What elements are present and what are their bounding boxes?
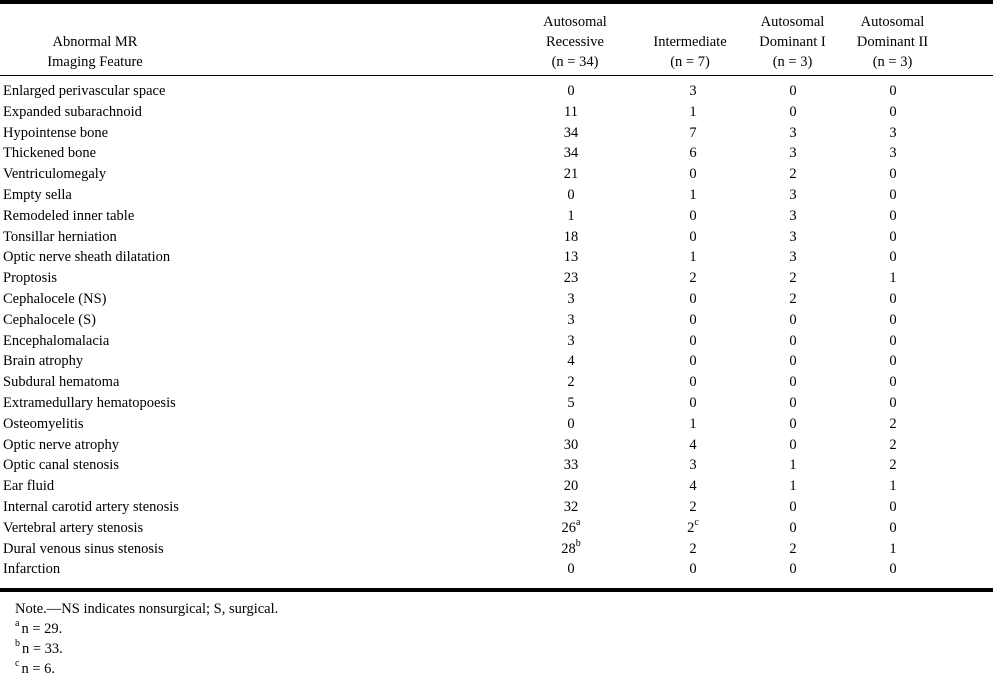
- header-ar-line-2: Recessive: [546, 34, 604, 50]
- cell-autosomal-recessive-value: 5: [567, 394, 575, 411]
- cell-autosomal-dominant-2-value: 0: [889, 290, 897, 307]
- cell-autosomal-dominant-2-value: 0: [889, 519, 897, 536]
- cell-autosomal-dominant-1: [778, 247, 808, 268]
- table-row: [0, 435, 993, 456]
- cell-intermediate-value: 2: [689, 270, 697, 287]
- row-feature: Tonsillar herniation: [3, 228, 117, 245]
- table-notes: [15, 599, 278, 679]
- row-feature: Empty sella: [3, 186, 72, 203]
- cell-intermediate: [678, 143, 708, 164]
- cell-autosomal-recessive-value: 23: [563, 270, 579, 287]
- cell-autosomal-dominant-1: [778, 393, 808, 414]
- cell-autosomal-dominant-1: [778, 143, 808, 164]
- cell-intermediate: [678, 455, 708, 476]
- row-feature: Encephalomalacia: [3, 332, 110, 349]
- cell-autosomal-dominant-1-value: 0: [789, 374, 797, 391]
- cell-autosomal-recessive: [556, 351, 586, 372]
- cell-autosomal-dominant-1-value: 0: [789, 415, 797, 432]
- cell-autosomal-recessive-value: 4: [567, 353, 575, 370]
- header-autosomal-dominant-2: [845, 12, 940, 72]
- table-row: [0, 414, 993, 435]
- cell-autosomal-dominant-1-value: 0: [789, 394, 797, 411]
- cell-autosomal-dominant-1: [778, 539, 808, 560]
- header-int-line-1: Intermediate: [653, 34, 727, 50]
- cell-autosomal-recessive: [556, 206, 586, 227]
- row-feature: Optic canal stenosis: [3, 457, 119, 474]
- row-feature: Vertebral artery stenosis: [3, 519, 144, 536]
- table-row: [0, 497, 993, 518]
- cell-autosomal-recessive-value: 20: [563, 478, 579, 495]
- cell-autosomal-dominant-1-value: 1: [789, 457, 797, 474]
- cell-autosomal-dominant-1: [778, 123, 808, 144]
- cell-autosomal-recessive-value: 1: [567, 207, 575, 224]
- footnote-b-text: n = 33.: [22, 641, 63, 657]
- row-feature: Osteomyelitis: [3, 415, 84, 432]
- cell-autosomal-recessive: [556, 310, 586, 331]
- cell-autosomal-dominant-1: [778, 331, 808, 352]
- cell-autosomal-dominant-2-value: 0: [889, 353, 897, 370]
- cell-intermediate-value: 0: [689, 166, 697, 183]
- cell-autosomal-dominant-1: [778, 310, 808, 331]
- table-row: [0, 206, 993, 227]
- table-header: [0, 12, 993, 72]
- table-row: [0, 559, 993, 580]
- cell-intermediate: [678, 372, 708, 393]
- cell-autosomal-dominant-2: [878, 268, 908, 289]
- cell-autosomal-dominant-1: [778, 185, 808, 206]
- cell-intermediate-value: 3: [689, 83, 697, 99]
- row-feature: Enlarged perivascular space: [3, 83, 166, 99]
- header-ad1-line-2: Dominant I: [759, 34, 826, 50]
- cell-autosomal-dominant-2: [878, 164, 908, 185]
- cell-autosomal-dominant-2-value: 0: [889, 166, 897, 183]
- cell-intermediate-value: 2: [689, 498, 697, 515]
- cell-autosomal-recessive-value: 3: [567, 332, 575, 349]
- cell-intermediate-value: 0: [689, 561, 697, 578]
- cell-autosomal-recessive: [556, 539, 586, 560]
- cell-intermediate: [678, 559, 708, 580]
- cell-intermediate: [678, 289, 708, 310]
- cell-autosomal-recessive-value: 13: [563, 249, 579, 266]
- cell-autosomal-dominant-1-value: 2: [789, 166, 797, 183]
- table-row: [0, 455, 993, 476]
- cell-intermediate: [678, 102, 708, 123]
- table-row: [0, 310, 993, 331]
- cell-autosomal-dominant-2: [878, 393, 908, 414]
- header-ad2-line-3: (n = 3): [872, 54, 913, 70]
- cell-autosomal-recessive-value: 3: [567, 311, 575, 328]
- cell-autosomal-dominant-2-value: 0: [889, 561, 897, 578]
- table-header-rule: [0, 75, 993, 76]
- cell-autosomal-dominant-2: [878, 143, 908, 164]
- cell-autosomal-dominant-2-value: 0: [889, 394, 897, 411]
- table-row: [0, 268, 993, 289]
- header-ad2-line-2: Dominant II: [856, 34, 929, 50]
- cell-intermediate: [678, 351, 708, 372]
- cell-autosomal-dominant-2-value: 0: [889, 83, 897, 99]
- cell-intermediate: [678, 310, 708, 331]
- cell-autosomal-recessive: [556, 476, 586, 497]
- cell-autosomal-recessive: [556, 435, 586, 456]
- cell-autosomal-dominant-2-value: 2: [889, 436, 897, 453]
- note-main: Note.—NS indicates nonsurgical; S, surgical.: [15, 601, 279, 617]
- table-row: [0, 372, 993, 393]
- cell-autosomal-dominant-1-value: 2: [789, 270, 797, 287]
- cell-intermediate-value: 0: [689, 290, 697, 307]
- cell-autosomal-dominant-2: [878, 518, 908, 539]
- cell-autosomal-dominant-2-value: 0: [889, 249, 897, 266]
- cell-autosomal-dominant-2: [878, 331, 908, 352]
- cell-autosomal-dominant-2-value: 1: [889, 270, 897, 287]
- cell-autosomal-dominant-1: [778, 227, 808, 248]
- cell-autosomal-recessive-footnote-mark: a: [576, 516, 581, 528]
- cell-autosomal-dominant-1: [778, 102, 808, 123]
- cell-intermediate-footnote-mark: c: [694, 516, 699, 528]
- cell-autosomal-dominant-2-value: 0: [889, 374, 897, 391]
- table-row: [0, 123, 993, 144]
- table-row: [0, 393, 993, 414]
- cell-intermediate: [678, 435, 708, 456]
- row-feature: Infarction: [3, 561, 61, 578]
- cell-intermediate-value: 4: [689, 478, 697, 495]
- cell-autosomal-dominant-2: [878, 414, 908, 435]
- cell-autosomal-dominant-2-value: 0: [889, 332, 897, 349]
- cell-intermediate: [678, 539, 708, 560]
- cell-autosomal-dominant-1-value: 0: [789, 498, 797, 515]
- cell-autosomal-recessive: [556, 289, 586, 310]
- cell-autosomal-dominant-1: [778, 81, 808, 102]
- cell-intermediate-value: 1: [689, 186, 697, 203]
- cell-intermediate: [678, 268, 708, 289]
- header-autosomal-recessive: [520, 12, 630, 72]
- header-int-line-2: (n = 7): [670, 54, 710, 70]
- cell-autosomal-dominant-2: [878, 351, 908, 372]
- cell-intermediate: [678, 185, 708, 206]
- cell-autosomal-dominant-2: [878, 123, 908, 144]
- header-feature-line-2: Imaging Feature: [47, 54, 143, 70]
- cell-autosomal-recessive: [556, 164, 586, 185]
- header-ad2-line-1: Autosomal: [860, 14, 925, 30]
- cell-autosomal-recessive: [556, 559, 586, 580]
- cell-autosomal-recessive: [556, 123, 586, 144]
- header-ad1-line-1: Autosomal: [760, 14, 825, 30]
- table-row: [0, 518, 993, 539]
- row-feature: Expanded subarachnoid: [3, 103, 142, 120]
- cell-autosomal-recessive-value: 30: [563, 436, 579, 453]
- cell-autosomal-recessive-value: 0: [567, 186, 575, 203]
- cell-intermediate-value: 0: [689, 311, 697, 328]
- cell-autosomal-recessive: [556, 268, 586, 289]
- cell-autosomal-dominant-2-value: 3: [889, 145, 897, 162]
- header-ad1-line-3: (n = 3): [772, 54, 813, 70]
- cell-autosomal-dominant-2: [878, 227, 908, 248]
- cell-autosomal-dominant-2: [878, 372, 908, 393]
- table-row: [0, 102, 993, 123]
- table-row: [0, 476, 993, 497]
- cell-autosomal-dominant-1-value: 3: [789, 145, 797, 162]
- row-feature: Thickened bone: [3, 145, 97, 162]
- cell-autosomal-recessive-value: 28: [561, 540, 576, 557]
- cell-autosomal-dominant-1: [778, 559, 808, 580]
- cell-autosomal-recessive: [556, 143, 586, 164]
- row-feature: Optic nerve atrophy: [3, 436, 119, 453]
- cell-intermediate-value: 6: [689, 145, 697, 162]
- cell-autosomal-dominant-2-value: 0: [889, 207, 897, 224]
- cell-autosomal-dominant-1: [778, 518, 808, 539]
- cell-autosomal-dominant-1-value: 2: [789, 540, 797, 557]
- cell-autosomal-dominant-1-value: 0: [789, 103, 797, 120]
- cell-autosomal-recessive-value: 0: [567, 415, 575, 432]
- cell-intermediate: [678, 331, 708, 352]
- row-feature: Proptosis: [3, 270, 57, 287]
- cell-autosomal-dominant-2: [878, 206, 908, 227]
- header-autosomal-dominant-1: [745, 12, 840, 72]
- row-feature: Subdural hematoma: [3, 374, 120, 391]
- cell-intermediate: [678, 227, 708, 248]
- cell-intermediate-value: 7: [689, 124, 697, 141]
- table-row: [0, 351, 993, 372]
- cell-autosomal-dominant-1: [778, 351, 808, 372]
- row-feature: Ventriculomegaly: [3, 166, 107, 183]
- cell-autosomal-recessive-value: 0: [567, 561, 575, 578]
- cell-autosomal-dominant-2-value: 0: [889, 498, 897, 515]
- cell-intermediate-value: 1: [689, 249, 697, 266]
- cell-autosomal-dominant-1: [778, 497, 808, 518]
- row-feature: Ear fluid: [3, 478, 55, 495]
- footnote-a: [15, 619, 278, 639]
- cell-autosomal-dominant-2-value: 1: [889, 478, 897, 495]
- cell-autosomal-dominant-2: [878, 102, 908, 123]
- cell-intermediate-value: 2: [689, 540, 697, 557]
- cell-autosomal-recessive-value: 18: [563, 228, 579, 245]
- cell-autosomal-dominant-2-value: 0: [889, 228, 897, 245]
- cell-intermediate-value: 0: [689, 207, 697, 224]
- cell-intermediate-value: 0: [689, 394, 697, 411]
- cell-autosomal-dominant-2: [878, 247, 908, 268]
- cell-autosomal-recessive: [556, 455, 586, 476]
- table-body: [0, 81, 993, 580]
- cell-autosomal-dominant-1: [778, 164, 808, 185]
- cell-intermediate: [678, 81, 708, 102]
- cell-intermediate-value: 3: [689, 457, 697, 474]
- table-row: [0, 164, 993, 185]
- cell-autosomal-dominant-2: [878, 310, 908, 331]
- cell-intermediate: [678, 164, 708, 185]
- cell-autosomal-dominant-1-value: 0: [789, 436, 797, 453]
- header-feature-line-1: Abnormal MR: [52, 34, 138, 50]
- cell-autosomal-dominant-1-value: 0: [789, 561, 797, 578]
- table-row: [0, 331, 993, 352]
- cell-intermediate: [678, 476, 708, 497]
- cell-intermediate: [678, 247, 708, 268]
- cell-autosomal-dominant-1: [778, 372, 808, 393]
- row-feature: Optic nerve sheath dilatation: [3, 249, 171, 266]
- table-row: [0, 227, 993, 248]
- cell-intermediate: [678, 123, 708, 144]
- cell-autosomal-dominant-1-value: 0: [789, 519, 797, 536]
- table-row: [0, 81, 993, 102]
- cell-autosomal-dominant-1: [778, 435, 808, 456]
- footnote-a-text: n = 29.: [21, 621, 63, 637]
- cell-autosomal-dominant-2-value: 0: [889, 186, 897, 203]
- cell-autosomal-recessive: [556, 414, 586, 435]
- cell-autosomal-dominant-2: [878, 81, 908, 102]
- cell-autosomal-recessive: [556, 331, 586, 352]
- cell-autosomal-dominant-1: [778, 289, 808, 310]
- cell-intermediate-value: 1: [689, 103, 697, 120]
- cell-autosomal-recessive: [556, 497, 586, 518]
- cell-autosomal-recessive-value: 34: [563, 124, 579, 141]
- footnote-b: [15, 639, 278, 659]
- cell-autosomal-dominant-2: [878, 289, 908, 310]
- header-ar-line-1: Autosomal: [543, 14, 607, 30]
- row-feature: Brain atrophy: [3, 353, 84, 370]
- table-row: [0, 185, 993, 206]
- cell-intermediate: [678, 497, 708, 518]
- cell-autosomal-recessive: [556, 518, 586, 539]
- cell-autosomal-recessive: [556, 185, 586, 206]
- header-feature: [0, 32, 190, 72]
- cell-autosomal-recessive: [556, 247, 586, 268]
- cell-autosomal-recessive-value: 2: [567, 374, 575, 391]
- cell-autosomal-dominant-1-value: 0: [789, 311, 797, 328]
- cell-intermediate: [678, 414, 708, 435]
- cell-autosomal-recessive-value: 32: [563, 498, 579, 515]
- cell-autosomal-dominant-2-value: 0: [889, 103, 897, 120]
- cell-autosomal-recessive: [556, 102, 586, 123]
- cell-autosomal-dominant-1-value: 3: [789, 228, 797, 245]
- cell-autosomal-dominant-1: [778, 476, 808, 497]
- cell-intermediate: [678, 393, 708, 414]
- cell-autosomal-recessive-value: 3: [567, 290, 575, 307]
- table-row: [0, 143, 993, 164]
- cell-autosomal-recessive-value: 21: [563, 166, 579, 183]
- cell-autosomal-dominant-1-value: 3: [789, 249, 797, 266]
- footnote-b-mark: b: [15, 638, 20, 650]
- cell-autosomal-recessive-value: 11: [564, 103, 578, 120]
- header-intermediate: [640, 32, 740, 72]
- cell-autosomal-dominant-1-value: 0: [789, 332, 797, 349]
- cell-autosomal-recessive: [556, 372, 586, 393]
- header-ar-line-3: (n = 34): [551, 54, 599, 70]
- cell-autosomal-dominant-1: [778, 206, 808, 227]
- cell-autosomal-dominant-2: [878, 497, 908, 518]
- cell-autosomal-dominant-1-value: 1: [789, 478, 797, 495]
- cell-autosomal-dominant-2-value: 1: [889, 540, 897, 557]
- cell-intermediate-value: 1: [689, 415, 697, 432]
- table-bottom-rule: [0, 588, 993, 592]
- cell-autosomal-dominant-2: [878, 435, 908, 456]
- cell-autosomal-dominant-1-value: 3: [789, 124, 797, 141]
- cell-autosomal-dominant-2: [878, 559, 908, 580]
- cell-intermediate: [678, 518, 708, 539]
- cell-autosomal-recessive: [556, 81, 586, 102]
- cell-autosomal-recessive-value: 26: [561, 519, 577, 536]
- cell-autosomal-dominant-2-value: 2: [889, 457, 897, 474]
- cell-autosomal-dominant-1-value: 3: [789, 186, 797, 203]
- row-feature: Dural venous sinus stenosis: [3, 540, 164, 557]
- footnote-c-text: n = 6.: [21, 661, 56, 677]
- table-top-rule: [0, 0, 993, 4]
- cell-autosomal-recessive-value: 34: [563, 145, 579, 162]
- cell-intermediate-value: 0: [689, 353, 697, 370]
- cell-autosomal-dominant-1-value: 3: [789, 207, 797, 224]
- cell-autosomal-recessive: [556, 227, 586, 248]
- cell-intermediate-value: 2: [687, 519, 695, 536]
- cell-autosomal-dominant-1: [778, 414, 808, 435]
- table-row: [0, 289, 993, 310]
- cell-autosomal-dominant-1: [778, 455, 808, 476]
- cell-autosomal-dominant-1-value: 0: [789, 83, 797, 99]
- cell-autosomal-dominant-2-value: 0: [889, 311, 897, 328]
- cell-autosomal-dominant-2: [878, 185, 908, 206]
- row-feature: Remodeled inner table: [3, 207, 135, 224]
- cell-autosomal-dominant-2: [878, 539, 908, 560]
- cell-autosomal-dominant-1: [778, 268, 808, 289]
- row-feature: Cephalocele (S): [3, 311, 97, 328]
- row-feature: Cephalocele (NS): [3, 290, 107, 307]
- cell-autosomal-recessive-value: 33: [563, 457, 579, 474]
- cell-autosomal-recessive-footnote-mark: b: [575, 537, 581, 549]
- cell-intermediate-value: 0: [689, 228, 697, 245]
- cell-autosomal-recessive-value: 0: [567, 83, 575, 99]
- cell-intermediate-value: 0: [689, 374, 697, 391]
- row-feature: Internal carotid artery stenosis: [3, 498, 179, 515]
- footnote-a-mark: a: [15, 618, 20, 630]
- cell-autosomal-dominant-2-value: 3: [889, 124, 897, 141]
- cell-autosomal-recessive: [556, 393, 586, 414]
- footnote-c: [15, 659, 278, 679]
- cell-autosomal-dominant-1-value: 2: [789, 290, 797, 307]
- footnote-c-mark: c: [15, 658, 20, 670]
- cell-intermediate-value: 4: [689, 436, 697, 453]
- table-row: [0, 539, 993, 560]
- cell-autosomal-dominant-2: [878, 476, 908, 497]
- cell-autosomal-dominant-2: [878, 455, 908, 476]
- cell-autosomal-dominant-1-value: 0: [789, 353, 797, 370]
- row-feature: Extramedullary hematopoesis: [3, 394, 176, 411]
- cell-autosomal-dominant-2-value: 2: [889, 415, 897, 432]
- table-row: [0, 247, 993, 268]
- cell-intermediate: [678, 206, 708, 227]
- cell-intermediate-value: 0: [689, 332, 697, 349]
- row-feature: Hypointense bone: [3, 124, 109, 141]
